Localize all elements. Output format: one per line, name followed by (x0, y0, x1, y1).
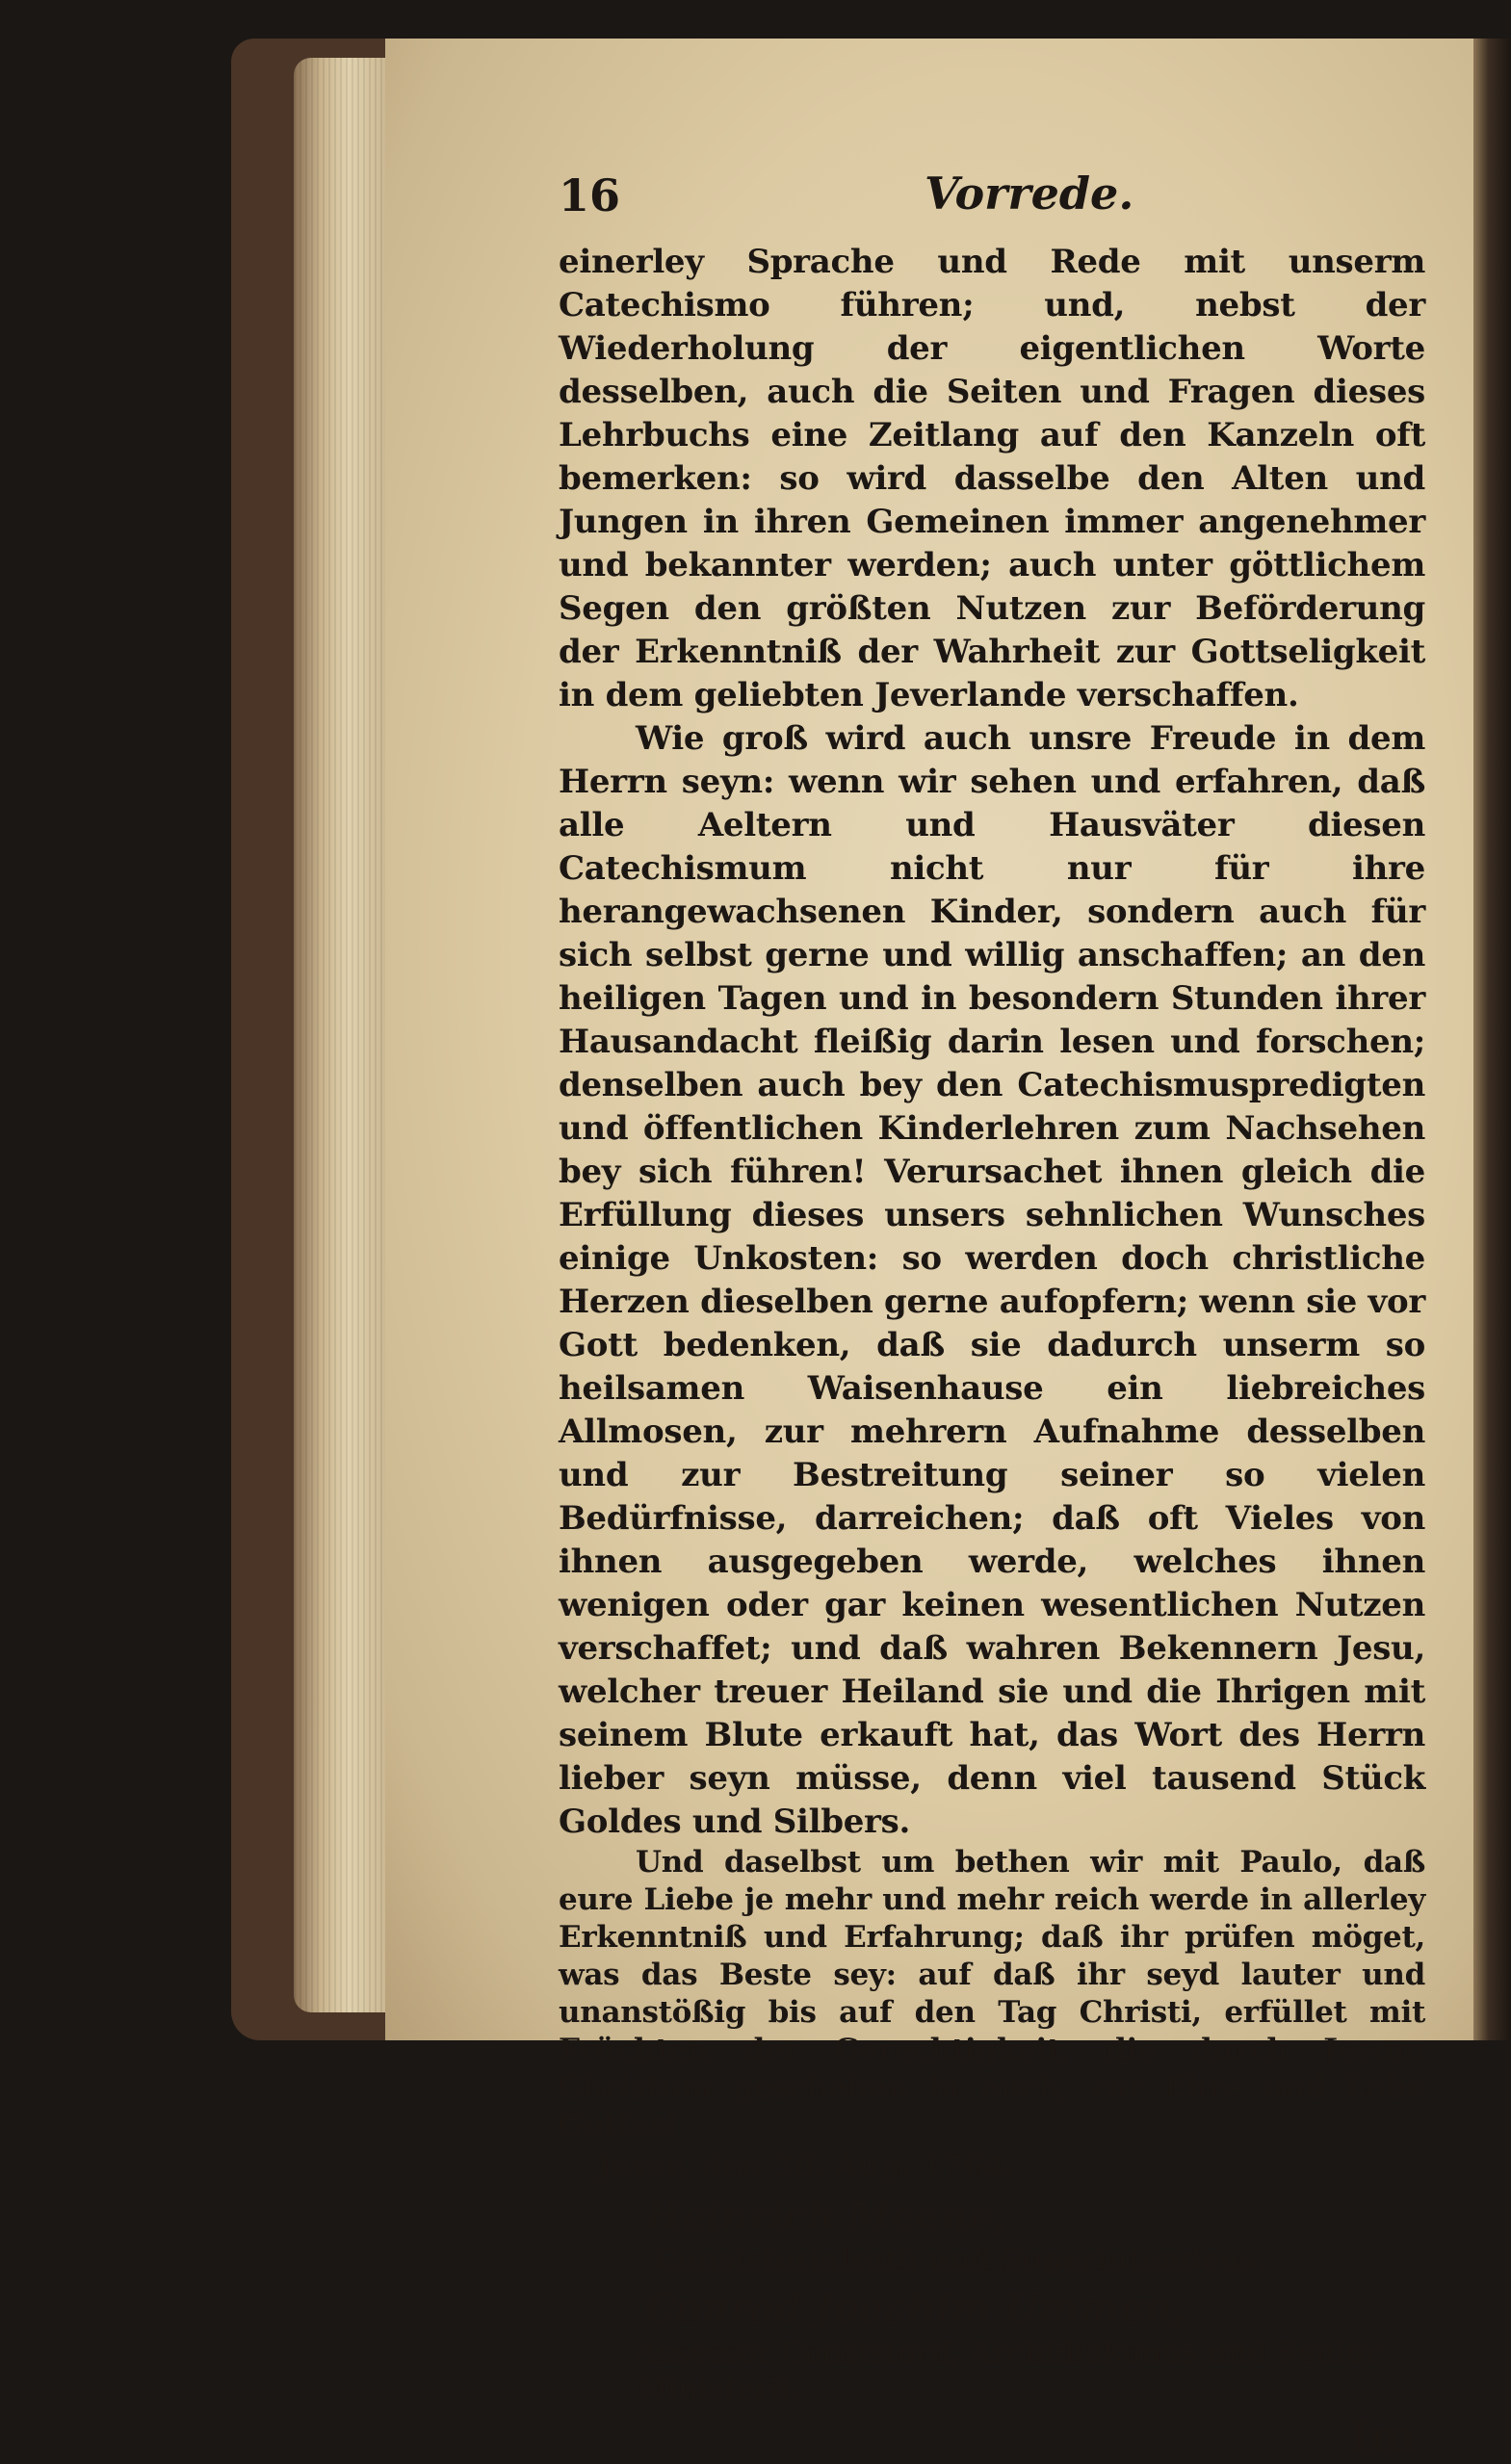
running-head (559, 164, 1425, 241)
page-stack-edge (294, 58, 385, 2012)
signature-date: Jever, den 30. Aug. 1764. (597, 2149, 1016, 2184)
signer-2-name: Conrad Joachim Ummen, (645, 2286, 1185, 2331)
signer-2-title: Assessor Consistorii, Archidiakonus und Senior Ministerii. (636, 2336, 1379, 2406)
paragraph-1: einerley Sprache und Rede mit unserm Catechismo führen; und, nebst der Wiederholung der eigentlichen Worte desselben, auch die Seiten und Fragen dieses Lehrbuchs eine Zeitlang auf den Kanzeln oft bemerken: so wird dasselbe den Alten und Jungen in ihren Gemeinen immer angenehmer und bekannter werden; auch unter göttlichem Segen den größten Nutzen zur Beförderung der Erkenntniß der Wahrheit zur Gottseligkeit in dem geliebten Jeverlande verschaffen. (559, 243, 1425, 714)
signer-1-title: Consistorialrath und Superintendens. (655, 2244, 1267, 2277)
page-text-block (559, 164, 1425, 2464)
signer-1-name: Heinrich Meene, (645, 2193, 1006, 2239)
catchword: Im (1347, 2411, 1416, 2463)
page-title: Vorrede. (925, 168, 1134, 220)
book-gutter (1473, 39, 1511, 2040)
paragraph-3: Und daselbst um bethen wir mit Paulo, daß eure Liebe je mehr und mehr reich werde in allerley Erkenntniß und Erfahrung; daß ihr prüfen möget, was das Beste sey: auf daß ihr seyd lauter und unanstößig bis auf den Tag Christi, erfüllet mit Früchten der Gerechtigkeit, die durch Jesum Christum geschehen in euch, zur Ehre und Lobe Gottes! (559, 1845, 1425, 2142)
paragraph-2: Wie groß wird auch unsre Freude in dem Herrn seyn: wenn wir sehen und erfahren, daß alle Aeltern und Hausväter diesen Catechismum nicht nur für ihre herangewachsenen Kinder, sondern auch für sich selbst gerne und willig anschaffen; an den heiligen Tagen und in besondern Stunden ihrer Hausandacht fleißig darin lesen und forschen; denselben auch bey den Catechismuspredigten und öffentlichen Kinderlehren zum Nachsehen bey sich führen! Verursachet ihnen gleich die Erfüllung dieses unsers sehnlichen Wunsches einige Unkosten: so werden doch christliche Herzen dieselben gerne aufopfern; wenn sie vor Gott bedenken, daß sie dadurch unserm so heilsamen Waisenhause ein liebreiches Allmosen, zur mehrern Aufnahme desselben und zur Bestreitung seiner so vielen Bedürfnisse, darreichen; daß oft Vieles von ihnen ausgegeben werde, welches ihnen wenigen oder gar keinen wesentlichen Nutzen verschaffet; und daß wahren Bekennern Jesu, welcher treuer Heiland sie und die Ihrigen mit seinem Blute erkauft hat, das Wort des Herrn lieber seyn müsse, denn viel tausend Stück Goldes und Silbers. (559, 719, 1426, 1841)
signature-block (559, 2146, 1425, 2408)
page-number: 16 (559, 169, 621, 221)
